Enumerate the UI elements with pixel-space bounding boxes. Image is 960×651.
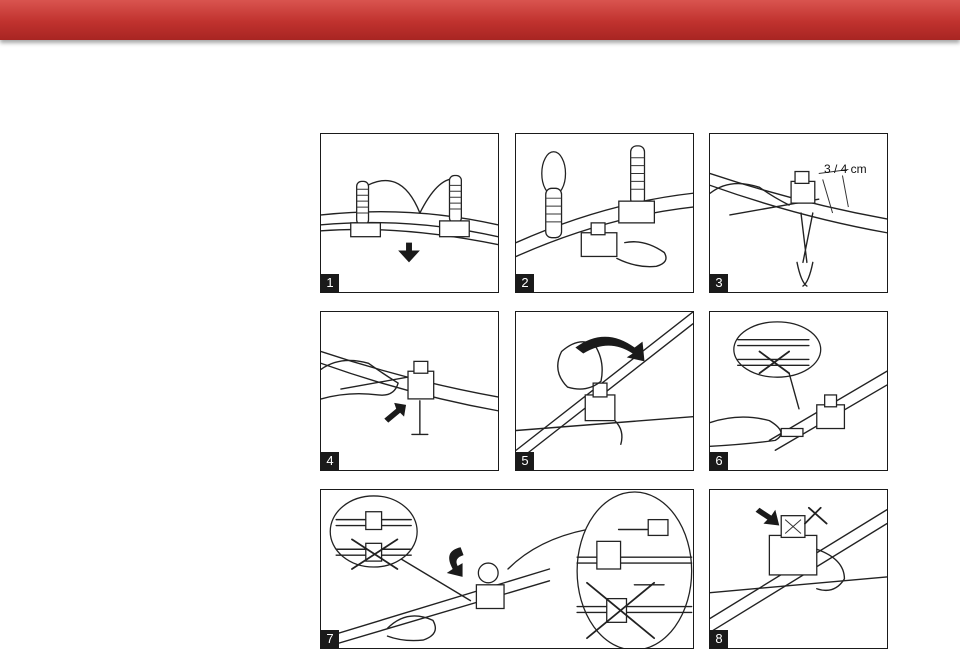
step-number: 2: [516, 274, 534, 292]
step-4-illustration: [321, 312, 498, 470]
step-3-panel: [709, 133, 888, 293]
step-1-panel: [320, 133, 499, 293]
step-4-panel: [320, 311, 499, 471]
header-bar: [0, 0, 960, 40]
step-8-panel: [709, 489, 888, 649]
step-number: 5: [516, 452, 534, 470]
step-number: 4: [321, 452, 339, 470]
step-7-panel: [320, 489, 694, 649]
step-5-panel: [515, 311, 694, 471]
step-number: 3: [710, 274, 728, 292]
step-7-illustration: [321, 490, 693, 648]
step-5-illustration: [516, 312, 693, 470]
step-2-panel: [515, 133, 694, 293]
step-number: 7: [321, 630, 339, 648]
step-8-illustration: [710, 490, 887, 648]
step-1-illustration: [321, 134, 498, 292]
step-6-panel: [709, 311, 888, 471]
step-number: 6: [710, 452, 728, 470]
step-number: 8: [710, 630, 728, 648]
step-3-illustration: [710, 134, 887, 292]
dimension-label: 3 / 4 cm: [824, 162, 867, 176]
step-6-illustration: [710, 312, 887, 470]
step-number: 1: [321, 274, 339, 292]
step-2-illustration: [516, 134, 693, 292]
